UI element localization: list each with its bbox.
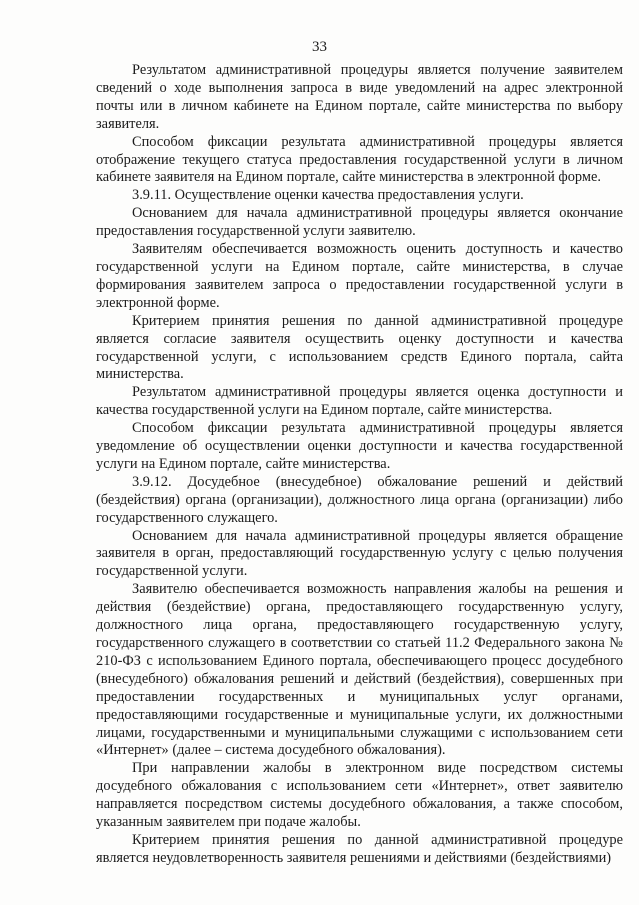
paragraph: При направлении жалобы в электронном виде посредством системы досудебного обжалования с использованием сети «Интернет», ответ заявителю направляется посредством системы досудебного обжалования, а также способом, указанным заявителем при подаче жалобы. <box>96 760 623 831</box>
paragraph: Основанием для начала административной процедуры является окончание предоставления государственной услуги заявителю. <box>96 205 623 240</box>
paragraph: Основанием для начала административной процедуры является обращение заявителя в орган, предоставляющий государственную услугу с целью получения государственной услуги. <box>96 527 623 580</box>
paragraph: Заявителю обеспечивается возможность направления жалобы на решения и действия (бездействие) органа, предоставляющего государственную услугу, должностного лица органа, предоставляющего государственную услугу, государственного служащего в соответствии со статьей 11.2 Федерального закона № 210-ФЗ с использованием Единого портала, обеспечивающего процесс досудебного (внесудебного) обжалования решений и действий (бездействия), совершенных при предоставлении государственных и муниципальных услуг органами, предоставляющими государственные и муниципальные услуги, их должностными лицами, государственными и муниципальными служащими с использованием сети «Интернет» (далее – система досудебного обжалования). <box>96 581 623 759</box>
paragraph: Результатом административной процедуры является оценка доступности и качества государственной услуги на Едином портале, сайте министерства. <box>96 384 623 419</box>
section-heading: 3.9.12. Досудебное (внесудебное) обжалование решений и действий (бездействия) органа (организации), должностного лица органа (организации) либо государственного служащего. <box>96 473 623 526</box>
document-body <box>96 62 623 868</box>
paragraph: Заявителям обеспечивается возможность оценить доступность и качество государственной услуги на Едином портале, сайте министерства, в случае формирования заявителем запроса о предоставлении государственной услуги в электронной форме. <box>96 241 623 311</box>
paragraph: Способом фиксации результата административной процедуры является отображение текущего статуса предоставления государственной услуги в личном кабинете заявителя на Едином портале, сайте министерства в электронной форме. <box>96 133 623 186</box>
section-heading: 3.9.11. Осуществление оценки качества предоставления услуги. <box>132 187 524 204</box>
paragraph: Результатом административной процедуры является получение заявителем сведений о ходе выполнения запроса в виде уведомлений на адрес электронной почты или в личном кабинете на Едином портале, сайте министерства по выбору заявителя. <box>96 62 623 132</box>
paragraph: Критерием принятия решения по данной административной процедуре является неудовлетворенность заявителя решениями и действиями (бездействиями) <box>96 831 623 866</box>
paragraph: Критерием принятия решения по данной административной процедуре является согласие заявителя осуществить оценку доступности и качества государственной услуги, с использованием средств Единого портала, сайта министерства. <box>96 312 623 383</box>
page-number: 33 <box>312 39 327 55</box>
paragraph: Способом фиксации результата административной процедуры является уведомление об осуществлении оценки доступности и качества государственной услуги на Едином портале, сайте министерства. <box>96 420 623 472</box>
